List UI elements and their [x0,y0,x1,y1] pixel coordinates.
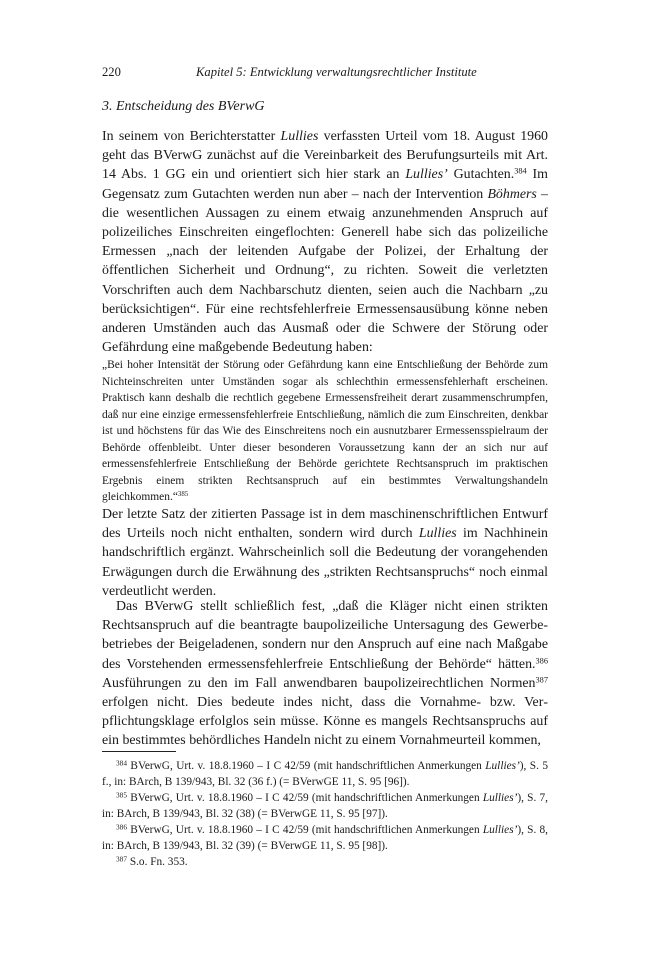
footnote-384: $^{384}$ BVerwG, Urt. v. 18.8.1960 – I C 42/59 (mit handschriftlichen Anmerkungen Lullies’), S. 5 f., in: BArch, B 139/943, Bl. 32 (36 f.) (= BVerwGE 11, S. 95 [96]). [102,758,548,788]
footnote-386: $^{386}$ BVerwG, Urt. v. 18.8.1960 – I C 42/59 (mit handschriftlichen Anmerkungen Lullies’), S. 8, in: BArch, B 139/943, Bl. 32 (39) (= BVerwGE 11, S. 95 [98]). [102,822,548,852]
footnote-number: 385 [116,790,127,800]
footnote-ref-387[interactable]: 387 [535,675,548,685]
footnote-number: 384 [116,758,127,768]
footnote-ref-384[interactable]: 384 [514,166,527,176]
block-quote: „Bei hoher Intensität der Störung oder Gefährdung kann eine Entschließung der Behörde zum Nichteinschreiten unter Umständen sogar als schlechthin ermessensfehlerhaft erscheinen. Praktisch kann deshalb die rechtlich gegebene Ermessensfreiheit derart zusammenschrumpfen, daß nur eine einzige ermessensfehlerfreie Entschließung, nämlich die zum Einschreiten, denkbar ist und höchstens für das Wie des Einschreitens noch ein ausnutzbarer Ermessensspielraum der Behörde offenbleibt. Unter dieser besonderen Voraussetzung kann der an sich nur auf ermessensfehlerfreie Entschließung der Behörde gerichtete Rechtsanspruch im praktischen Ergebnis einem strikten Rechtsanspruch auf ein bestimmtes Verwaltungshandeln gleichkommen.“$^{385}$ [102,359,548,503]
footnote-387: $^{387}$ S.o. Fn. 353. [116,854,188,868]
footnote-number: 387 [116,854,127,864]
footnotes [102,758,548,870]
body-paragraph-3: Das BVerwG stellt schließlich fest, „daß die Kläger nicht einen strikten Rechtsanspruch auf die beantragte baupolizeiliche Untersagung des Gewerbebetriebes der Beigeladenen, sondern nur den Anspruch auf eine nach Maßgabe des Vorstehenden ermessensfehlerfreie Entschließung der Behörde“ hätten.$^{386}$ Ausführungen zu den im Fall anwendbaren baupolizeirechtlichen Normen$^{387}$ erfolgen nicht. Dies bedeute indes nicht, dass die Vornahme- bzw. Verpflichtungsklage erfolglos sein müsse. Könne es mangels Rechtsanspruchs auf ein bestimmtes behördliches Handeln nicht zu einem Vornahmeurteil kommen, [102,599,548,749]
footnote-ref-386[interactable]: 386 [535,655,548,665]
running-title: Kapitel 5: Entwicklung verwaltungsrechtlicher Institute [196,65,477,79]
emphasis-boehmers: Böhmers [487,186,537,202]
body-paragraph-2: Der letzte Satz der zitierten Passage ist in dem maschinenschriftlichen Entwurf des Urteils noch nicht enthalten, sondern wird durch Lullies im Nachhinein handschriftlich ergänzt. Wahrscheinlich soll die Bedeutung der vorangehenden Erwägungen durch die Erwähnung des „strikten Rechtsanspruchs“ noch einmal verdeutlicht werden. [102,507,548,599]
footnote-separator [102,751,176,752]
page-number: 220 [102,65,121,79]
body-paragraph-1: In seinem von Berichterstatter Lullies verfassten Urteil vom 18. August 1960 geht das BVerwG zunächst auf die Vereinbarkeit des Berufungsurteils mit Art. 14 Abs. 1 GG ein und orientiert sich hier stark an Lullies’ Gutachten.$^{384}$ Im Gegensatz zum Gutachten werden nun aber – nach der Intervention Böhmers – die wesentlichen Aussagen zu einem etwaig anzunehmenden Anspruch auf polizeiliches Einschreiten eingeflochten: Generell habe sich das polizeiliche Ermessen „nach der leitenden Aufgabe der Polizei, der Erhaltung der öffentlichen Sicherheit und Ordnung“, zu richten. Soweit die verletzten Vorschriften auch dem Nachbarschutz dienten, seien auch die Nachbarn „zu berücksichtigen“. Für eine rechtsfehlerfreie Ermessensausübung könne neben anderen Umständen auch das Ausmaß oder die Schwere der Störung oder Gefährdung eine maßgebende Bedeutung haben: [102,129,549,356]
footnote-ref-385[interactable]: 385 [177,491,189,499]
emphasis-lullies-possessive: Lullies’ [405,167,448,183]
footnote-385: $^{385}$ BVerwG, Urt. v. 18.8.1960 – I C 42/59 (mit handschriftlichen Anmerkungen Lullies’), S. 7, in: BArch, B 139/943, Bl. 32 (38) (= BVerwGE 11, S. 95 [97]). [102,790,548,820]
emphasis-lullies: Lullies [418,526,457,542]
section-heading: 3. Entscheidung des BVerwG [102,99,265,114]
emphasis-lullies: Lullies [280,129,319,144]
footnote-number: 386 [116,822,127,832]
